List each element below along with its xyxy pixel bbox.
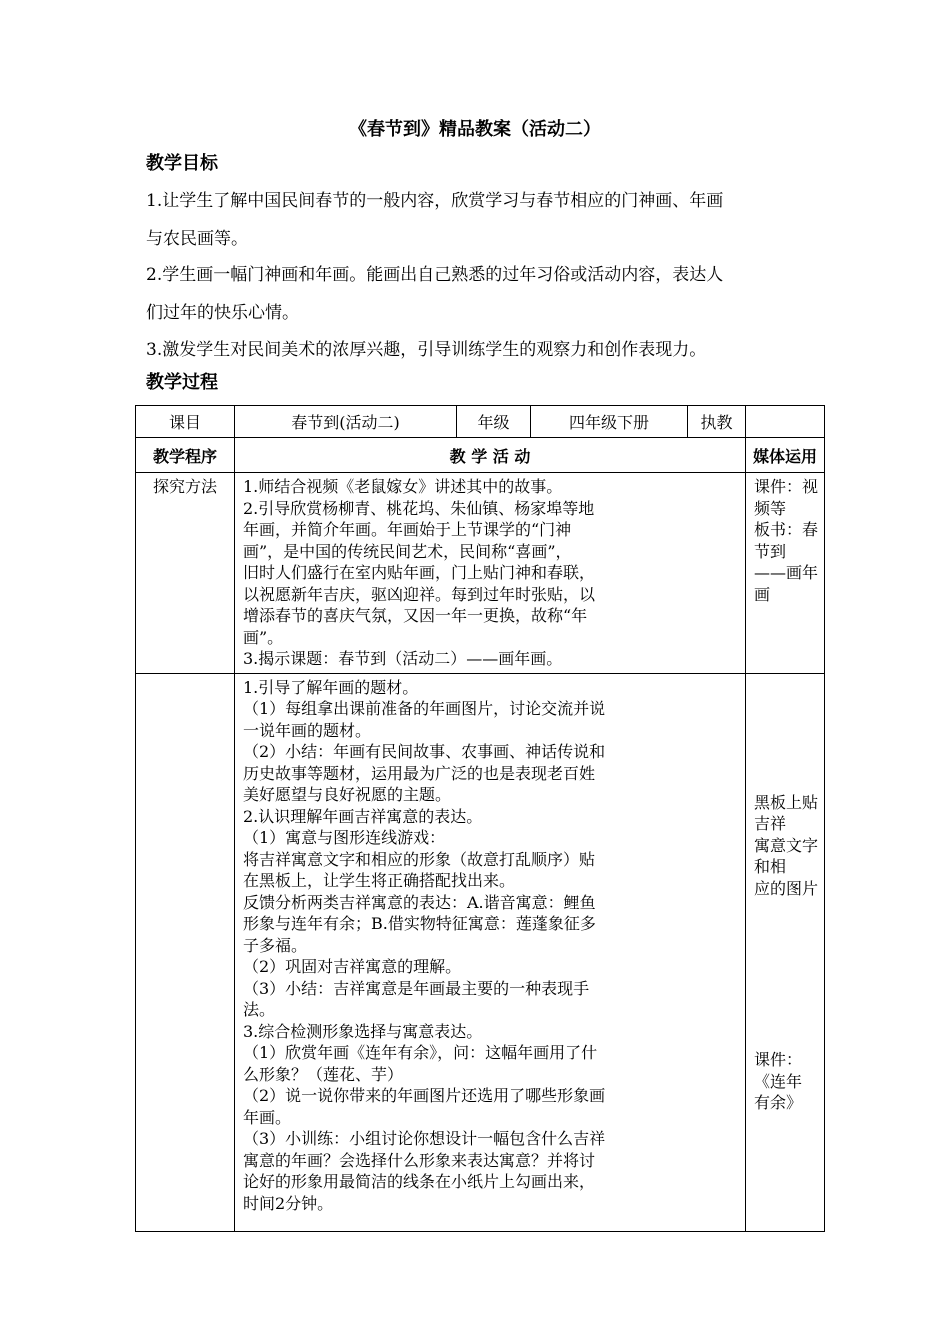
activity-line: （3）小结：吉祥寓意是年画最主要的一种表现手: [243, 978, 590, 998]
media-line: 有余》: [754, 1093, 803, 1112]
subject-value: 春节到(活动二): [235, 406, 457, 438]
goal-line: 1.让学生了解中国民间春节的一般内容，欣赏学习与春节相应的门神画、年画: [146, 191, 724, 211]
media-line: 板书：春节到: [754, 520, 819, 561]
activity-line: 法。: [243, 1000, 276, 1019]
activity-cell: [235, 473, 746, 674]
header-procedure: 教学程序: [136, 438, 235, 473]
activity-line: （1）每组拿出课前准备的年画图片，讨论交流并说: [243, 699, 606, 718]
activity-line: 1.师结合视频《老鼠嫁女》讲述其中的故事。: [243, 477, 563, 496]
activity-line: 3.揭示课题：春节到（活动二）——画年画。: [243, 649, 563, 668]
activity-line: 么形象？（莲花、芋）: [243, 1064, 404, 1084]
media-line: 课件：《连年: [754, 1050, 803, 1091]
activity-line: 形象与连年有余；B.借实物特征寓意：莲蓬象征多: [243, 914, 596, 933]
media-cell: [746, 473, 825, 674]
teacher-value: [746, 406, 825, 438]
activity-line: 1.引导了解年画的题材。: [243, 677, 419, 697]
activity-line: 一说年画的题材。: [243, 720, 372, 740]
activity-line: 寓意的年画？会选择什么形象来表达寓意？并将讨: [243, 1150, 596, 1170]
goal-line: 3.激发学生对民间美术的浓厚兴趣，引导训练学生的观察力和创作表现力。: [146, 340, 707, 360]
header-media: 媒体运用: [746, 438, 825, 473]
document-title: 《春节到》精品教案（活动二）: [349, 119, 601, 140]
process-heading: 教学过程: [146, 372, 218, 393]
goal-line: 们过年的快乐心情。: [146, 303, 299, 323]
activity-line: （1）欣赏年画《连年有余》，问：这幅年画用了什: [243, 1043, 598, 1062]
activity-line: 旧时人们盛行在室内贴年画，门上贴门神和春联，: [243, 563, 596, 582]
grade-label: 年级: [457, 406, 531, 438]
teacher-label: 执教: [688, 406, 746, 438]
media-line: 寓意文字和相: [754, 835, 819, 876]
activity-text: [235, 473, 745, 673]
goals-heading: 教学目标: [146, 153, 218, 174]
activity-line: （2）说一说你带来的年画图片还选用了哪些形象画: [243, 1086, 606, 1105]
activity-line: 画”，是中国的传统民间艺术，民间称“喜画”，: [243, 541, 572, 561]
lesson-plan-table: [135, 405, 825, 1232]
activity-line: 年画。: [243, 1107, 292, 1127]
activity-line: 画”。: [243, 627, 284, 647]
activity-line: 反馈分析两类吉祥寓意的表达：A.谐音寓意：鲤鱼: [243, 892, 596, 912]
activity-line: 时间2分钟。: [243, 1193, 334, 1213]
activity-line: 2.引导欣赏杨柳青、桃花坞、朱仙镇、杨家埠等地: [243, 498, 595, 518]
activity-line: 年画，并简介年画。年画始于上节课学的“门神: [243, 520, 572, 539]
procedure-cell: [136, 473, 235, 674]
activity-line: 增添春节的喜庆气氛，又因一年一更换，故称“年: [243, 606, 588, 625]
media-cell: [746, 673, 825, 1231]
media-line: 黑板上贴吉祥: [754, 792, 819, 833]
media-line: ——画年画: [754, 563, 819, 604]
table-row: [136, 673, 825, 1231]
grade-value: 四年级下册: [531, 406, 688, 438]
media-text: [746, 674, 824, 900]
media-line: 应的图片: [754, 878, 819, 898]
procedure-label: 探究方法: [152, 477, 217, 496]
activity-line: 历史故事等题材，运用最为广泛的也是表现老百姓: [243, 763, 596, 783]
media-text: [746, 473, 824, 608]
table-row: [136, 473, 825, 674]
activity-line: （2）巩固对吉祥寓意的理解。: [243, 957, 462, 976]
activity-line: 在黑板上，让学生将正确搭配找出来。: [243, 871, 516, 890]
activity-cell: [235, 673, 746, 1231]
activity-line: （2）小结：年画有民间故事、农事画、神话传说和: [243, 742, 606, 761]
procedure-cell: [136, 673, 235, 1231]
activity-line: 美好愿望与良好祝愿的主题。: [243, 785, 452, 804]
activity-line: （1）寓意与图形连线游戏：: [243, 828, 446, 847]
media-text: [746, 899, 824, 1114]
header-row: [136, 438, 825, 473]
activity-line: （3）小训练：小组讨论你想设计一幅包含什么吉祥: [243, 1129, 606, 1148]
activity-line: 论好的形象用最简洁的线条在小纸片上勾画出来，: [243, 1172, 596, 1191]
info-row: [136, 406, 825, 438]
goal-line: 与农民画等。: [146, 229, 248, 249]
activity-line: 子多福。: [243, 935, 308, 955]
media-line: 课件：视频等: [754, 477, 819, 518]
subject-label: 课目: [136, 406, 235, 438]
activity-text: [235, 674, 745, 1218]
activity-line: 将吉祥寓意文字和相应的形象（故意打乱顺序）贴: [243, 849, 596, 869]
activity-line: 2.认识理解年画吉祥寓意的表达。: [243, 806, 483, 826]
activity-line: 3.综合检测形象选择与寓意表达。: [243, 1021, 483, 1041]
activity-line: 以祝愿新年吉庆，驱凶迎祥。每到过年时张贴，以: [243, 584, 596, 604]
header-activity: 教 学 活 动: [235, 438, 746, 473]
goal-line: 2.学生画一幅门神画和年画。能画出自己熟悉的过年习俗或活动内容，表达人: [146, 265, 724, 285]
